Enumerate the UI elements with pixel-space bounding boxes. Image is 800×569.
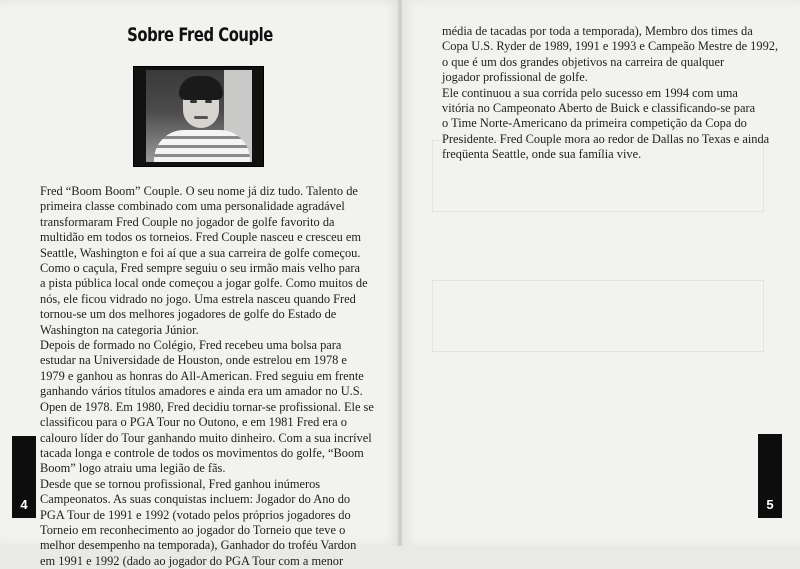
- text-line: estudar na Universidade de Houston, onde estrelou em 1978 e: [40, 353, 347, 368]
- portrait-photo-icon: [146, 70, 252, 162]
- text-line: Ele continuou a sua corrida pelo sucesso em 1994 com uma: [442, 85, 738, 100]
- text-line: Como o caçula, Fred sempre seguiu o seu irmão mais velho para: [40, 261, 361, 276]
- text-line: primeira classe combinado com uma personalidade agradável: [40, 199, 345, 214]
- text-line: jogador profissional de golfe.: [442, 70, 588, 85]
- photo-eye-right: [205, 100, 212, 103]
- photo-mouth: [194, 116, 208, 119]
- text-line: média de tacadas por toda a temporada), Membro dos times da: [442, 24, 753, 38]
- text-line: transformaram Fred Couple no jogador de golfe favorito da: [40, 214, 335, 229]
- text-line: Depois de formado no Colégio, Fred recebeu uma bolsa para: [40, 338, 342, 353]
- text-line: Copa U.S. Ryder de 1989, 1991 e 1993 e Campeão Mestre de 1992,: [442, 39, 779, 54]
- left-page: [0, 0, 400, 568]
- text-line: a pista pública local onde começou a jogar golfe. Como muitos de: [40, 276, 368, 291]
- page-number-tab: [12, 436, 36, 518]
- text-line: melhor desempenho na temporada), Ganhador do troféu Vardon: [40, 538, 357, 553]
- biography-text: [40, 184, 374, 569]
- text-line: Campeonatos. As suas conquistas incluem: Jogador do Ano do: [40, 492, 351, 507]
- text-line: 1979 e ganhou as honras do All-American. Fred seguiu em frente: [40, 368, 364, 383]
- text-line: Open de 1978. Em 1980, Fred decidiu tornar-se profissional. Ele se: [40, 399, 374, 414]
- text-line: o Time Norte-Americano da primeira competição da Copa do: [442, 116, 747, 131]
- text-line: vitória no Campeonato Aberto de Buick e classificando-se para: [442, 101, 756, 116]
- text-line: PGA Tour de 1991 e 1992 (votado pelos próprios jogadores do: [40, 507, 351, 522]
- text-line: Desde que se tornou profissional, Fred ganhou inúmeros: [40, 476, 321, 491]
- text-line: nós, ele ficou vidrado no jogo. Uma estrela nasceu quando Fred: [40, 291, 356, 306]
- photo-eye-left: [190, 100, 197, 103]
- bleed-through-shape: [432, 280, 764, 352]
- text-line: ganhando vários títulos amadores e ainda era um amador no U.S.: [40, 384, 363, 399]
- text-line: Seattle, Washington e foi aí que a sua carreira de golfe começou.: [40, 245, 361, 260]
- page-title: Sobre Fred Couple: [127, 24, 273, 46]
- biography-text-continued: [442, 24, 778, 163]
- photo-hair: [179, 76, 223, 100]
- text-line: em 1991 e 1992 (dado ao jogador do PGA Tour com a menor: [40, 553, 344, 568]
- page-number: 5: [766, 497, 774, 512]
- text-line: o que é um dos grandes objetivos na carreira de qualquer: [442, 54, 725, 69]
- text-line: classificou para o PGA Tour no Outono, e em 1981 Fred era o: [40, 415, 347, 430]
- text-line: tacada longa e controle de todos os movimentos do golfe, “Boom: [40, 445, 364, 460]
- text-line: freqüenta Seattle, onde sua família vive.: [442, 147, 642, 162]
- text-line: Presidente. Fred Couple mora ao redor de Dallas no Texas e ainda: [442, 131, 770, 146]
- page-number-tab: [758, 434, 782, 518]
- right-page: [402, 0, 800, 546]
- text-line: Fred “Boom Boom” Couple. O seu nome já diz tudo. Talento de: [40, 184, 358, 198]
- text-line: multidão em todos os torneios. Fred Couple nasceu e cresceu em: [40, 230, 362, 245]
- text-line: tornou-se um dos melhores jogadores de golfe do Estado de: [40, 307, 337, 322]
- text-line: Boom” logo atraiu uma legião de fãs.: [40, 461, 226, 476]
- photo-shirt: [154, 130, 250, 162]
- page-number: 4: [20, 497, 28, 512]
- text-line: Torneio em reconhecimento ao jogador do Torneio que teve o: [40, 522, 346, 537]
- text-line: calouro líder do Tour ganhando muito dinheiro. Com a sua incrível: [40, 430, 372, 445]
- text-line: Washington na categoria Júnior.: [40, 322, 199, 337]
